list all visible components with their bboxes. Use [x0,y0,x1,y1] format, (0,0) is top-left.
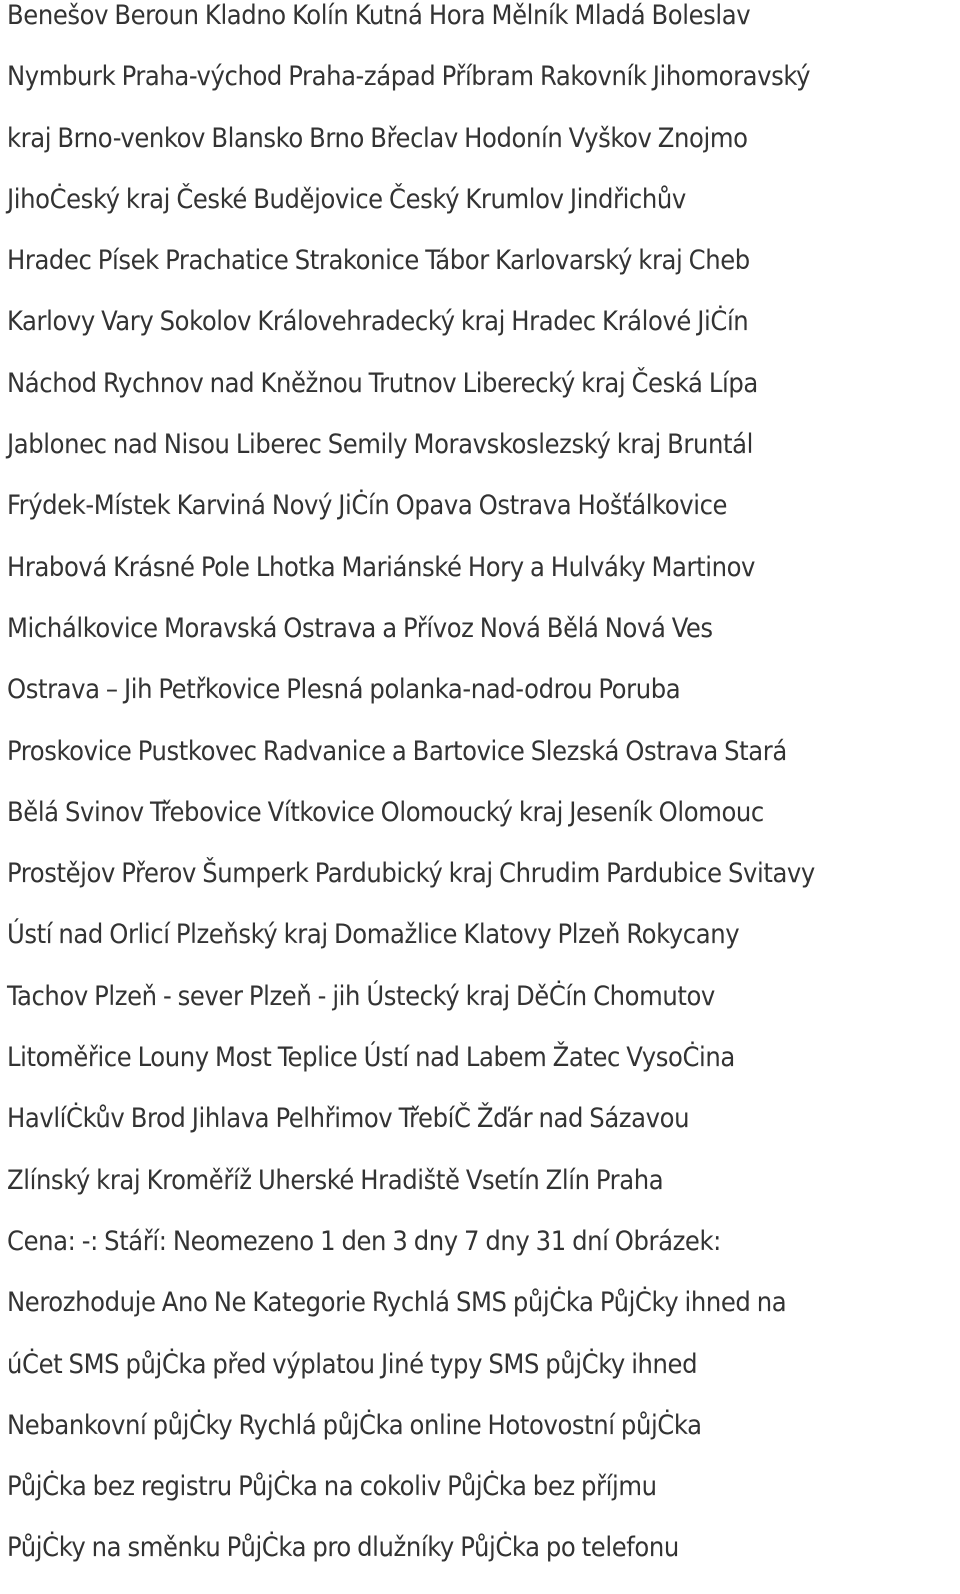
text-line-3: kraj Brno-venkov Blansko Brno Břeclav Hodonín Vyškov Znojmo [7,122,748,154]
text-line-1: Benešov Beroun Kladno Kolín Kutná Hora Mělník Mladá Boleslav [7,0,751,31]
text-line-25: PůjĊka bez registru PůjĊka na cokoliv PůjĊka bez příjmu [7,1471,657,1503]
text-line-4: JihoĊeský kraj České Budějovice Český Krumlov Jindřichův [7,183,686,215]
text-block [7,0,960,1594]
text-line-13: Proskovice Pustkovec Radvanice a Bartovice Slezská Ostrava Stará [7,735,787,767]
text-line-10: Hrabová Krásné Pole Lhotka Mariánské Hory a Hulváky Martinov [7,551,755,583]
text-line-23: úĊet SMS půjĊka před výplatou Jiné typy SMS půjĊky ihned [7,1348,698,1380]
text-line-26: PůjĊky na směnku PůjĊka pro dlužníky PůjĊka po telefonu [7,1532,679,1564]
text-line-18: Litoměřice Louny Most Teplice Ústí nad Labem Žatec VysoĊina [7,1042,735,1074]
text-line-8: Jablonec nad Nisou Liberec Semily Moravskoslezský kraj Bruntál [7,429,753,461]
text-line-20: Zlínský kraj Kroměříž Uherské Hradiště Vsetín Zlín Praha [7,1164,664,1196]
text-line-9: Frýdek-Místek Karviná Nový JiĊín Opava Ostrava Hošťálkovice [7,490,728,522]
text-line-24: Nebankovní půjĊky Rychlá půjĊka online Hotovostní půjĊka [7,1409,702,1441]
text-line-12: Ostrava – Jih Petřkovice Plesná polanka-nad-odrou Poruba [7,674,681,706]
text-line-5: Hradec Písek Prachatice Strakonice Tábor Karlovarský kraj Cheb [7,245,750,277]
text-line-11: Michálkovice Moravská Ostrava a Přívoz Nová Bělá Nová Ves [7,612,713,644]
text-line-14: Bělá Svinov Třebovice Vítkovice Olomoucký kraj Jeseník Olomouc [7,796,764,828]
text-line-17: Tachov Plzeň - sever Plzeň - jih Ústecký kraj DěĊín Chomutov [7,980,715,1012]
text-line-6: Karlovy Vary Sokolov Královehradecký kraj Hradec Králové JiĊín [7,306,749,338]
text-line-19: HavlíĊkův Brod Jihlava Pelhřimov TřebíČ Žďár nad Sázavou [7,1103,690,1135]
text-line-7: Náchod Rychnov nad Kněžnou Trutnov Liberecký kraj Česká Lípa [7,367,758,399]
text-line-21: Cena: -: Stáří: Neomezeno 1 den 3 dny 7 dny 31 dní Obrázek: [7,1225,721,1257]
text-line-22: Nerozhoduje Ano Ne Kategorie Rychlá SMS půjĊka PůjĊky ihned na [7,1287,787,1319]
text-line-15: Prostějov Přerov Šumperk Pardubický kraj Chrudim Pardubice Svitavy [7,858,815,890]
text-line-16: Ústí nad Orlicí Plzeňský kraj Domažlice Klatovy Plzeň Rokycany [7,919,740,951]
text-line-2: Nymburk Praha-východ Praha-západ Příbram Rakovník Jihomoravský [7,61,811,93]
